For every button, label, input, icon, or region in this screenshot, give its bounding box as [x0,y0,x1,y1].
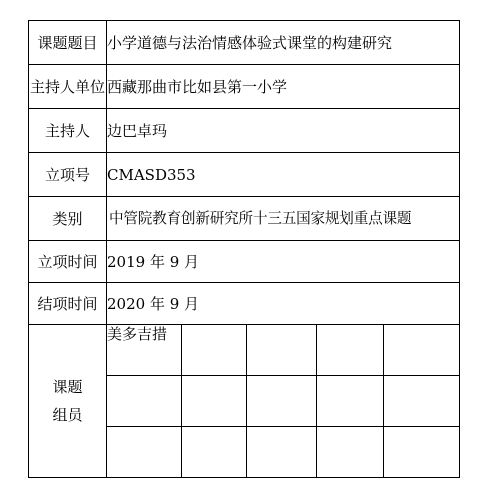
row-start-time [29,241,460,283]
value-category: 中管院教育创新研究所十三五国家规划重点课题 [107,197,460,241]
member-cell [107,376,182,427]
row-end-time [29,283,460,325]
row-host [29,109,460,153]
value-project-number: CMASD353 [107,153,460,197]
member-cell [247,427,317,478]
label-host: 主持人 [29,109,107,153]
member-cell [107,427,182,478]
row-project-title [29,21,460,65]
value-host: 边巴卓玛 [107,109,460,153]
member-cell [317,376,384,427]
member-cell [182,325,247,376]
label-end-time: 结项时间 [29,283,107,325]
label-members-line2: 组员 [52,406,83,424]
value-start-time: 2019 年 9 月 [107,241,460,283]
members-row-1 [29,325,460,376]
value-host-unit: 西藏那曲市比如县第一小学 [107,65,460,109]
member-cell [182,376,247,427]
row-host-unit [29,65,460,109]
label-members-line1: 课题 [52,378,83,396]
label-project-number: 立项号 [29,153,107,197]
project-info-table [28,20,460,478]
member-cell [317,427,384,478]
member-cell [182,427,247,478]
label-start-time: 立项时间 [29,241,107,283]
member-cell [384,376,460,427]
member-cell [247,376,317,427]
label-category: 类别 [29,197,107,241]
member-cell [384,427,460,478]
member-cell [317,325,384,376]
label-host-unit: 主持人单位 [29,65,107,109]
value-project-title: 小学道德与法治情感体验式课堂的构建研究 [107,21,460,65]
member-cell [384,325,460,376]
label-members [29,325,107,478]
value-end-time: 2020 年 9 月 [107,283,460,325]
member-cell: 美多吉措 [107,325,182,376]
label-project-title: 课题题目 [29,21,107,65]
row-project-number [29,153,460,197]
member-cell [247,325,317,376]
row-category [29,197,460,241]
